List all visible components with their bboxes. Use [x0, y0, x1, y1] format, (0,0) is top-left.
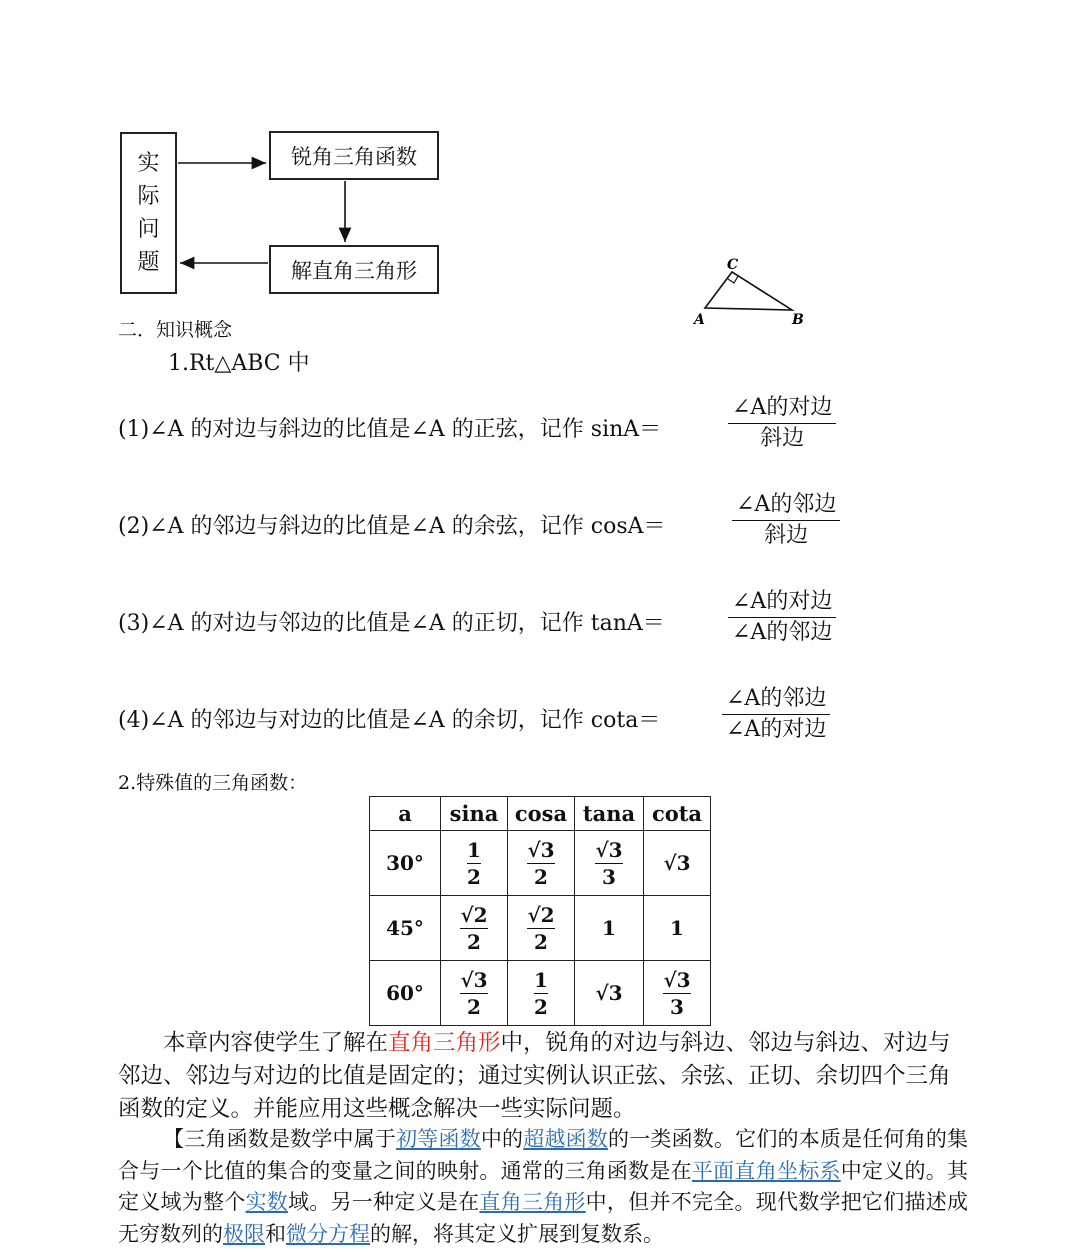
value-cell	[575, 961, 644, 1026]
box-char: 际	[137, 184, 160, 209]
column-header: tana	[575, 797, 644, 831]
value-cell	[508, 831, 575, 896]
value-text: 1	[670, 916, 684, 940]
value-cell	[575, 831, 644, 896]
right-angle-mark	[728, 276, 738, 283]
trig-definition-paragraph	[118, 1124, 968, 1250]
box-char: 题	[137, 250, 160, 275]
fraction-numerator: √3	[595, 837, 623, 862]
link-differential-equation[interactable]: 微分方程	[286, 1221, 370, 1246]
value-cell	[508, 961, 575, 1026]
box-char: 问	[137, 217, 160, 242]
box-char: 实	[137, 151, 160, 176]
paragraph-text: 中的	[480, 1127, 524, 1151]
fraction-denominator: 3	[602, 864, 616, 889]
definition-tangent: (3)∠A 的对边与邻边的比值是∠A 的正切，记作 tanA＝	[118, 611, 665, 636]
link-real-number[interactable]: 实数	[245, 1190, 289, 1214]
value-cell	[508, 896, 575, 961]
fraction-numerator: 1	[467, 837, 481, 862]
fraction-denominator: 2	[467, 929, 481, 954]
definition-cosine: (2)∠A 的邻边与斜边的比值是∠A 的余弦，记作 cosA＝	[118, 514, 666, 539]
value-fraction	[527, 902, 554, 955]
paragraph-text: 中，锐角的对边与斜边、邻边与斜边、对边与邻边、邻边与对边的比值是固定的；通过实例认识正弦、余弦、正切、余切四个三角函数的定义。并能应用这些概念解决一些实际问题。	[118, 1030, 951, 1122]
paragraph-text: 的解，将其定义扩展到复数系。	[370, 1221, 664, 1246]
value-fraction	[527, 837, 554, 890]
table-row	[370, 961, 711, 1026]
value-fraction	[467, 837, 481, 890]
fraction-numerator: ∠A的邻边	[726, 686, 827, 711]
value-cell	[575, 896, 644, 961]
item-1-heading: 1.Rt△ABC 中	[168, 351, 310, 376]
fraction-cosine	[732, 490, 840, 551]
value-text: 1	[602, 916, 616, 940]
angle-cell: 45°	[370, 896, 441, 961]
value-cell	[441, 831, 508, 896]
fraction-denominator: 2	[534, 929, 548, 954]
column-header: a	[370, 797, 441, 831]
angle-cell: 30°	[370, 831, 441, 896]
fraction-denominator: 2	[534, 864, 548, 889]
box-solve-right-triangle: 解直角三角形	[269, 245, 439, 294]
link-cartesian-coordinate-system[interactable]: 平面直角坐标系	[691, 1158, 841, 1183]
link-right-triangle[interactable]: 直角三角形	[479, 1190, 586, 1214]
value-cell	[644, 896, 711, 961]
table-body	[370, 831, 711, 1026]
special-values-table	[369, 796, 711, 1026]
paragraph-text: 本章内容使学生了解在	[163, 1030, 389, 1056]
triangle-shape	[705, 272, 792, 310]
value-text: √3	[663, 851, 691, 875]
definition-sine: (1)∠A 的对边与斜边的比值是∠A 的正弦，记作 sinA＝	[118, 417, 662, 442]
fraction-denominator: 2	[467, 864, 481, 889]
fraction-denominator: ∠A的对边	[726, 717, 827, 742]
fraction-numerator: ∠A的邻边	[736, 492, 837, 517]
vertex-label-b: B	[792, 312, 804, 328]
vertex-label-a: A	[694, 312, 705, 328]
paragraph-text: 域。另一种定义是在	[288, 1190, 480, 1214]
fraction-denominator: ∠A的邻边	[732, 620, 833, 645]
paragraph-text: 的一类函数。它们的本质是任何角的集合与一个比值的集合的变量之间的映射。通常的三角函数是在	[118, 1127, 969, 1183]
fraction-numerator: √2	[527, 902, 555, 927]
table-header-row	[370, 797, 711, 831]
table-row	[370, 831, 711, 896]
fraction-numerator: √2	[460, 902, 488, 927]
column-header: sina	[441, 797, 508, 831]
fraction-denominator: 3	[670, 994, 684, 1019]
paragraph-text: 中定义的。其定义域为整个	[118, 1158, 969, 1214]
fraction-numerator: ∠A的对边	[732, 395, 833, 420]
fraction-numerator: √3	[527, 837, 555, 862]
paragraph-text: 【三角函数是数学中属于	[163, 1127, 397, 1151]
fraction-denominator: 2	[467, 994, 481, 1019]
value-fraction	[534, 967, 548, 1020]
value-fraction	[460, 967, 487, 1020]
link-elementary-function[interactable]: 初等函数	[396, 1127, 481, 1151]
fraction-numerator: √3	[460, 967, 488, 992]
value-fraction	[663, 967, 690, 1020]
box-acute-trig-function: 锐角三角函数	[269, 131, 439, 180]
angle-cell: 60°	[370, 961, 441, 1026]
link-transcendental-function[interactable]: 超越函数	[523, 1127, 609, 1151]
column-header: cosa	[508, 797, 575, 831]
fraction-sine	[728, 393, 836, 454]
value-cell	[441, 961, 508, 1026]
value-text: √3	[595, 981, 623, 1005]
column-header: cota	[644, 797, 711, 831]
fraction-denominator: 斜边	[760, 426, 805, 451]
right-triangle-figure	[688, 250, 818, 330]
fraction-numerator: 1	[534, 967, 548, 992]
value-fraction	[460, 902, 487, 955]
paragraph-text: 中，但并不完全。现代数学把它们描述成无穷数列的	[118, 1190, 969, 1246]
table-row	[370, 896, 711, 961]
fraction-cotangent	[722, 684, 830, 745]
fraction-numerator: √3	[663, 967, 691, 992]
value-fraction	[595, 837, 622, 890]
item-2-heading: 2.特殊值的三角函数：	[118, 772, 308, 794]
chapter-summary-paragraph	[118, 1027, 968, 1126]
link-limit[interactable]: 极限	[223, 1221, 265, 1246]
definition-cotangent: (4)∠A 的邻边与对边的比值是∠A 的余切，记作 cota＝	[118, 708, 661, 733]
value-cell	[644, 961, 711, 1026]
value-cell	[441, 896, 508, 961]
fraction-denominator: 2	[534, 994, 548, 1019]
value-cell	[644, 831, 711, 896]
highlight-term: 直角三角形	[388, 1030, 501, 1056]
section-heading: 二．知识概念	[118, 319, 233, 341]
diagram-arrows	[0, 0, 460, 300]
paragraph-text: 和	[265, 1221, 286, 1246]
fraction-tangent	[728, 587, 836, 648]
vertex-label-c: C	[727, 257, 739, 273]
fraction-denominator: 斜边	[764, 523, 809, 548]
fraction-numerator: ∠A的对边	[732, 589, 833, 614]
